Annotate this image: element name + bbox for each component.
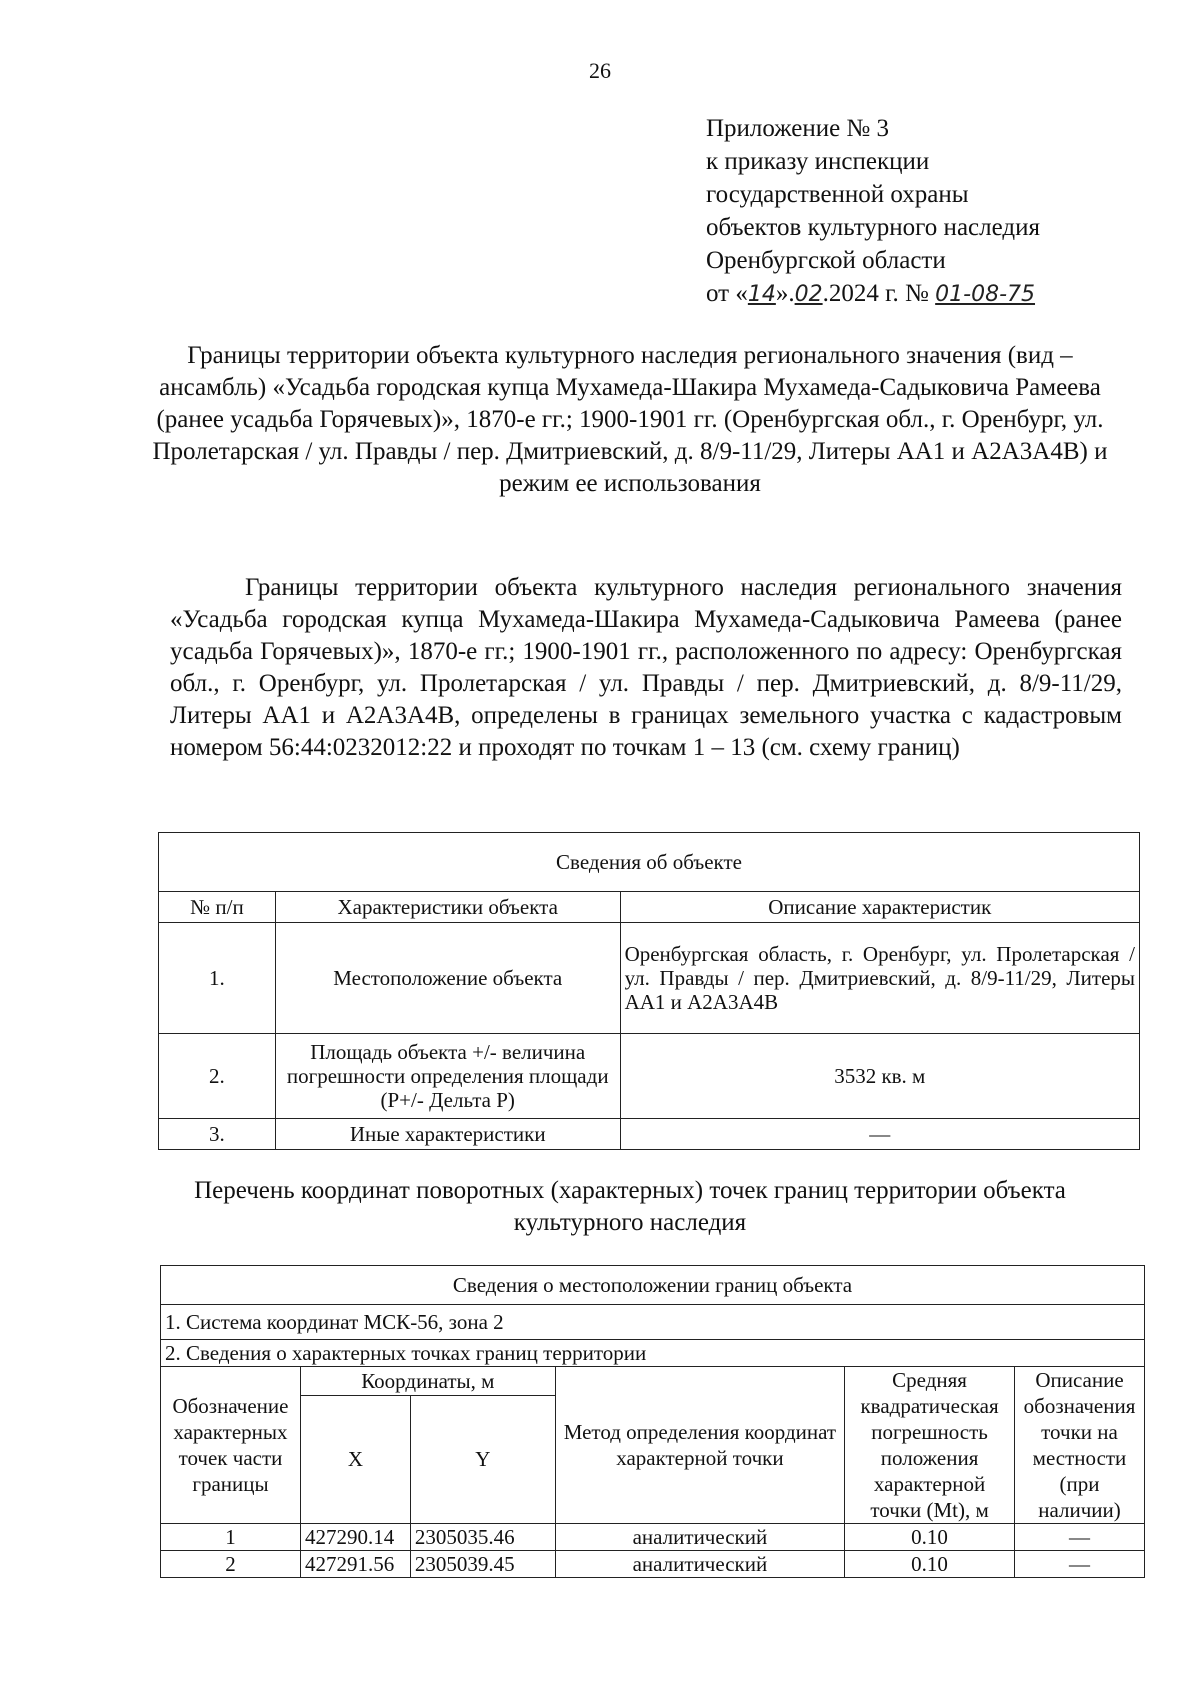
point-y: 2305039.45 — [410, 1551, 555, 1578]
appendix-line: государственной охраны — [706, 181, 969, 208]
date-mid: ». — [775, 280, 795, 307]
row-number: 2. — [159, 1034, 276, 1119]
object-table-caption: Сведения об объекте — [159, 833, 1140, 892]
point-method: аналитический — [555, 1524, 844, 1551]
point-y: 2305035.46 — [410, 1524, 555, 1551]
handwritten-month: 02 — [794, 282, 823, 307]
header-point: Обозначение характерных точек части границы — [161, 1367, 301, 1524]
table-row — [159, 1119, 1140, 1150]
date-year: .2024 г. № — [822, 280, 936, 307]
point-error: 0.10 — [845, 1551, 1015, 1578]
point-x: 427290.14 — [300, 1524, 410, 1551]
points-section-title: 2. Сведения о характерных точках границ территории — [161, 1340, 1145, 1367]
row-characteristic: Площадь объекта +/- величина погрешности определения площади (P+/- Дельта P) — [275, 1034, 620, 1119]
appendix-date-line — [706, 277, 1040, 311]
handwritten-order-number: 01-08-75 — [935, 282, 1036, 307]
table-row — [161, 1551, 1145, 1578]
body-paragraph: Границы территории объекта культурного наследия регионального значения «Усадьба городская купца Мухамеда-Шакира Мухамеда-Садыковича Рамеева (ранее усадьба Горячевых)», 1870-е гг.; 1900-1901 гг., расположенного по адресу: Оренбургская обл., г. Оренбург, ул. Пролетарская / ул. Правды / пер. Дмитриевский, д. 8/9-11/29, Литеры АА1 и А2А3А4В, определены в границах земельного участка с кадастровым номером 56:44:0232012:22 и проходят по точкам 1 – 13 (см. схему границ) — [170, 574, 1122, 761]
point-id: 1 — [161, 1524, 301, 1551]
document-title: Границы территории объекта культурного наследия регионального значения (вид – ансамбль) «Усадьба городская купца Мухамеда-Шакира Мухамеда-Садыковича Рамеева (ранее усадьба Горячевых)», 1870-е гг.; 1900-1901 гг. (Оренбургская обл., г. Оренбург, ул. Пролетарская / ул. Правды / пер. Дмитриевский, д. 8/9-11/29, Литеры АА1 и А2А3А4В) и режим ее использования — [152, 342, 1108, 497]
point-description: — — [1015, 1524, 1145, 1551]
header-method: Метод определения координат характерной точки — [555, 1367, 844, 1524]
appendix-line: к приказу инспекции — [706, 148, 930, 175]
coordinate-system: 1. Система координат МСК-56, зона 2 — [161, 1305, 1145, 1340]
appendix-line: Оренбургской области — [706, 247, 946, 274]
handwritten-day: 14 — [747, 282, 776, 307]
header-characteristic: Характеристики объекта — [275, 892, 620, 923]
header-number: № п/п — [159, 892, 276, 923]
row-value: 3532 кв. м — [620, 1034, 1139, 1119]
row-characteristic: Иные характеристики — [275, 1119, 620, 1150]
row-value: Оренбургская область, г. Оренбург, ул. Пролетарская / ул. Правды / пер. Дмитриевский, д. 8/9-11/29, Литеры АА1 и А2А3А4В — [620, 923, 1139, 1034]
point-x: 427291.56 — [300, 1551, 410, 1578]
header-error: Средняя квадратическая погрешность положения характерной точки (Mt), м — [845, 1367, 1015, 1524]
header-point-description: Описание обозначения точки на местности (при наличии) — [1015, 1367, 1145, 1524]
point-error: 0.10 — [845, 1524, 1015, 1551]
point-id: 2 — [161, 1551, 301, 1578]
coordinates-table — [160, 1265, 1145, 1578]
appendix-line: Приложение № 3 — [706, 115, 890, 142]
header-description: Описание характеристик — [620, 892, 1139, 923]
object-info-table — [158, 832, 1140, 1150]
page-number: 26 — [589, 58, 611, 83]
point-description: — — [1015, 1551, 1145, 1578]
coordinates-title: Перечень координат поворотных (характерных) точек границ территории объекта культурного наследия — [194, 1177, 1066, 1236]
header-y: Y — [410, 1395, 555, 1523]
table-row — [159, 923, 1140, 1034]
point-method: аналитический — [555, 1551, 844, 1578]
header-x: X — [300, 1395, 410, 1523]
appendix-block — [706, 112, 1040, 311]
header-coordinates: Координаты, м — [300, 1367, 555, 1396]
coords-table-caption: Сведения о местоположении границ объекта — [161, 1266, 1145, 1305]
date-prefix: от « — [706, 280, 748, 307]
appendix-line: объектов культурного наследия — [706, 214, 1040, 241]
row-characteristic: Местоположение объекта — [275, 923, 620, 1034]
row-value: — — [620, 1119, 1139, 1150]
table-row — [159, 1034, 1140, 1119]
row-number: 1. — [159, 923, 276, 1034]
row-number: 3. — [159, 1119, 276, 1150]
table-row — [161, 1524, 1145, 1551]
